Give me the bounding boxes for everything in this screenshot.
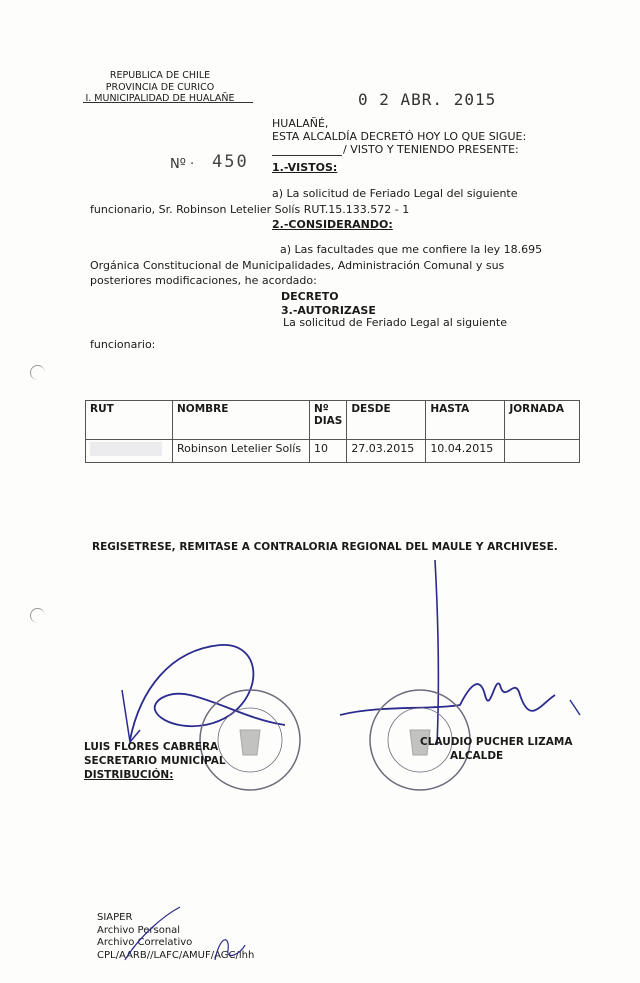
seal-secretary [195, 685, 305, 795]
initials-mark [120, 905, 270, 965]
closing-line: REGISETRESE, REMITASE A CONTRALORIA REGIONAL DEL MAULE Y ARCHIVESE. [92, 541, 558, 553]
mayor-name: CLAUDIO PUCHER LIZAMA [420, 736, 573, 748]
col-header-rut: RUT [86, 401, 173, 440]
list-item: Archivo Correlativo [97, 937, 193, 948]
cell-desde: 27.03.2015 [347, 440, 426, 463]
cell-rut [86, 440, 173, 463]
cell-hasta: 10.04.2015 [426, 440, 505, 463]
secretary-name: LUIS FLORES CABRERA [84, 741, 219, 753]
redacted-block [90, 442, 162, 456]
col-header-dias: Nº DIAS [310, 401, 347, 440]
visto-line: / VISTO Y TENIENDO PRESENTE: [343, 143, 519, 156]
col-header-nombre: NOMBRE [173, 401, 310, 440]
punch-hole-bottom [30, 608, 45, 623]
mayor-title: ALCALDE [450, 750, 504, 762]
decree-number-prefix: Nº · [170, 157, 195, 172]
table-row [86, 440, 580, 463]
feriado-table [85, 400, 580, 463]
autorizase-text-a: La solicitud de Feriado Legal al siguiente [283, 316, 507, 329]
list-item: SIAPER [97, 912, 133, 923]
cell-dias: 10 [310, 440, 347, 463]
considerando-text-c: posteriores modificaciones, he acordado: [90, 274, 317, 287]
date-stamp: 0 2 ABR. 2015 [358, 90, 497, 109]
decree-number: 450 [212, 152, 249, 172]
considerando-text-b: Orgánica Constitucional de Municipalidades, Administración Comunal y sus [90, 259, 505, 272]
decreto-heading: DECRETO [281, 290, 339, 303]
vistos-heading: 1.-VISTOS: [272, 161, 338, 174]
letterhead-province: PROVINCIA DE CURICO [105, 81, 215, 93]
cell-jornada [505, 440, 580, 463]
letterhead-municipality: I. MUNICIPALIDAD DE HUALAÑE [85, 93, 235, 104]
col-header-jornada: JORNADA [505, 401, 580, 440]
cell-nombre: Robinson Letelier Solís [173, 440, 310, 463]
intro-line: ESTA ALCALDÍA DECRETÓ HOY LO QUE SIGUE: [272, 130, 527, 143]
considerando-text-a: a) Las facultades que me confiere la ley 18.695 [280, 243, 543, 256]
letterhead [70, 70, 250, 105]
vistos-text-a: a) La solicitud de Feriado Legal del siguiente [272, 187, 518, 200]
letterhead-country: REPUBLICA DE CHILE [109, 70, 211, 81]
punch-hole-top [30, 365, 45, 380]
autorizase-text-b: funcionario: [90, 338, 156, 351]
considerando-heading: 2.-CONSIDERANDO: [272, 218, 393, 231]
col-header-desde: DESDE [347, 401, 426, 440]
list-item: CPL/AARB//LAFC/AMUF/AGC/lhh [97, 949, 255, 961]
letterhead-underline [83, 102, 253, 103]
table-header-row [86, 401, 580, 440]
col-header-hasta: HASTA [426, 401, 505, 440]
vistos-text-b: funcionario, Sr. Robinson Letelier Solís RUT.15.133.572 - 1 [90, 203, 410, 216]
place-line: HUALAÑÉ, [272, 117, 329, 130]
blank-line [272, 155, 342, 156]
secretary-title: SECRETARIO MUNICIPAL [84, 755, 226, 767]
list-item: Archivo Personal [97, 924, 181, 936]
autorizase-heading: 3.-AUTORIZASE [281, 304, 376, 317]
distribution-label: DISTRIBUCIÓN: [84, 769, 174, 781]
